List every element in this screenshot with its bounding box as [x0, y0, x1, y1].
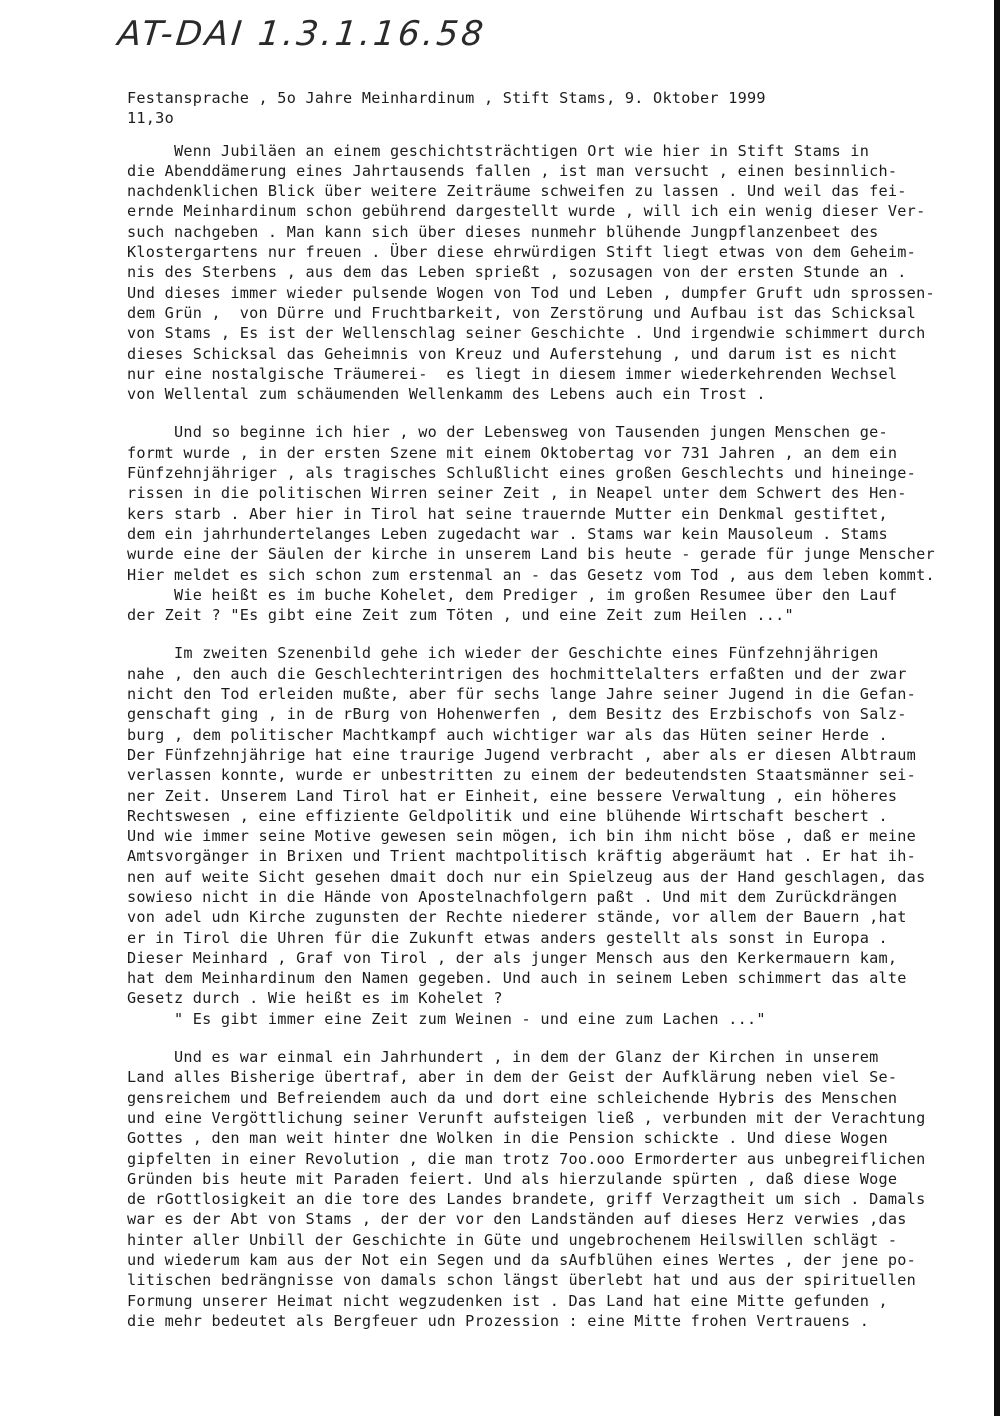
text-line: Fünfzehnjähriger , als tragisches Schlußlicht eines großen Geschlechts und hineinge-	[127, 464, 917, 483]
document-title: Festansprache , 5o Jahre Meinhardinum , Stift Stams, 9. Oktober 1999	[127, 89, 766, 107]
paragraphs	[127, 141, 979, 1332]
text-line: Gesetz durch . Wie heißt es im Kohelet ?	[127, 989, 503, 1008]
text-line: und wiederum kam aus der Not ein Segen und da sAufblühen eines Wertes , der jene po-	[127, 1251, 917, 1270]
archive-signature: AT-DAI 1.3.1.16.58	[115, 14, 489, 54]
scan-edge	[994, 0, 1000, 1416]
text-line: " Es gibt immer eine Zeit zum Weinen - und eine zum Lachen ..."	[127, 1009, 766, 1028]
text-line: Gottes , den man weit hinter dne Wolken in die Pension schickte . Und diese Wogen	[127, 1129, 888, 1148]
text-line: nicht den Tod erleiden mußte, aber für sechs lange Jahre seiner Jugend in die Gefan-	[127, 685, 917, 704]
text-line: Und wie immer seine Motive gewesen sein mögen, ich bin ihm nicht böse , daß er meine	[127, 827, 917, 846]
text-line: Gründen bis heute mit Paraden feiert. Und als hierzulande spürten , daß diese Woge	[127, 1169, 898, 1188]
text-line: nahe , den auch die Geschlechterintrigen des hochmittelalters erfaßten und der zwar	[127, 664, 907, 683]
text-line: Und es war einmal ein Jahrhundert , in dem der Glanz der Kirchen in unserem	[127, 1048, 879, 1067]
text-line: Formung unserer Heimat nicht wegzudenken ist . Das Land hat eine Mitte gefunden ,	[127, 1291, 888, 1310]
text-line: Wenn Jubiläen an einem geschichtsträchtigen Ort wie hier in Stift Stams in	[127, 141, 870, 160]
text-line: such nachgeben . Man kann sich über dieses nunmehr blühende Jungpflanzenbeet des	[127, 222, 879, 241]
text-line: hat dem Meinhardinum den Namen gegeben. Und auch in seinem Leben schimmert das alte	[127, 969, 907, 988]
text-line: die Abenddämerung eines Jahrtausends fallen , ist man versucht , einen besinnlich-	[127, 161, 898, 180]
text-line: von adel udn Kirche zugunsten der Rechte niederer stände, vor allem der Bauern ,hat	[127, 908, 907, 927]
text-line: burg , dem politischer Machtkampf auch wichtiger war als das Hüten seiner Herde .	[127, 725, 888, 744]
text-line: dieses Schicksal das Geheimnis von Kreuz und Auferstehung , und darum ist es nicht	[127, 344, 898, 363]
text-line: der Zeit ? "Es gibt eine Zeit zum Töten , und eine Zeit zum Heilen ..."	[127, 606, 794, 625]
text-line: Und dieses immer wieder pulsende Wogen von Tod und Leben , dumpfer Gruft udn sprossen-	[127, 283, 935, 302]
text-line: er in Tirol die Uhren für die Zukunft etwas anders gestellt als sonst in Europa .	[127, 928, 888, 947]
text-line: ner Zeit. Unserem Land Tirol hat er Einheit, eine bessere Verwaltung , ein höheres	[127, 786, 898, 805]
text-line: dem ein jahrhundertelanges Leben zugedacht war . Stams war kein Mausoleum . Stams	[127, 524, 888, 543]
text-line: sowieso nicht in die Hände von Apostelnachfolgern paßt . Und mit dem Zurückdrängen	[127, 887, 898, 906]
text-line: Klostergartens nur freuen . Über diese ehrwürdigen Stift liegt etwas von dem Geheim-	[127, 243, 917, 262]
text-line: kers starb . Aber hier in Tirol hat seine trauernde Mutter ein Denkmal gestiftet,	[127, 504, 888, 523]
text-line: dem Grün , von Dürre und Fruchtbarkeit, von Zerstörung und Aufbau ist das Schicksal	[127, 303, 917, 322]
text-line: die mehr bedeutet als Bergfeuer udn Prozession : eine Mitte frohen Vertrauens .	[127, 1311, 870, 1330]
text-line: rissen in die politischen Wirren seiner Zeit , in Neapel unter dem Schwert des Hen-	[127, 484, 907, 503]
text-line: formt wurde , in der ersten Szene mit einem Oktobertag vor 731 Jahren , an dem ein	[127, 443, 898, 462]
text-line: ernde Meinhardinum schon gebührend dargestellt wurde , will ich ein wenig dieser Ver-	[127, 202, 926, 221]
text-line: hinter aller Unbill der Geschichte in Güte und ungebrochenem Heilswillen schlägt -	[127, 1230, 898, 1249]
paragraph	[127, 643, 979, 1029]
text-line: nen auf weite Sicht gesehen dmait doch nur ein Spielzeug aus der Hand geschlagen, das	[127, 867, 926, 886]
document-body	[127, 88, 979, 1331]
text-line: Amtsvorgänger in Brixen und Trient machtpolitisch kräftig abgeräumt hat . Er hat ih-	[127, 847, 917, 866]
text-line: verlassen konnte, wurde er unbestritten zu einem der bedeutendsten Staatsmänner sei-	[127, 766, 917, 785]
document-time: 11,3o	[127, 109, 174, 128]
text-line: nis des Sterbens , aus dem das Leben sprießt , sozusagen von der ersten Stunde an .	[127, 263, 907, 282]
paragraph	[127, 422, 979, 625]
text-line: von Stams , Es ist der Wellenschlag seiner Geschichte . Und irgendwie schimmert durch	[127, 324, 926, 343]
text-line: gensreichem und Befreiendem auch da und dort eine schleichende Hybris des Menschen	[127, 1088, 898, 1107]
text-line: war es der Abt von Stams , der der vor den Landständen auf dieses Herz verwies ,das	[127, 1210, 907, 1229]
text-line: Hier meldet es sich schon zum erstenmal an - das Gesetz vom Tod , aus dem leben kommt.	[127, 565, 935, 584]
paragraph	[127, 1047, 979, 1331]
text-line: wurde eine der Säulen der kirche in unserem Land bis heute - gerade für junge Menscher	[127, 545, 935, 564]
text-line: genschaft ging , in de rBurg von Hohenwerfen , dem Besitz des Erzbischofs von Salz-	[127, 705, 907, 724]
text-line: Land alles Bisherige übertraf, aber in dem der Geist der Aufklärung neben viel Se-	[127, 1068, 898, 1087]
text-line: Rechtswesen , eine effiziente Geldpolitik und eine blühende Wirtschaft beschert .	[127, 806, 888, 825]
text-line: und eine Vergöttlichung seiner Verunft aufsteigen ließ , verbunden mit der Verachtung	[127, 1108, 926, 1127]
text-line: litischen bedrängnisse von damals schon längst überlebt hat und aus der spirituellen	[127, 1271, 917, 1290]
text-line: Und so beginne ich hier , wo der Lebensweg von Tausenden jungen Menschen ge-	[127, 423, 888, 442]
text-line: Dieser Meinhard , Graf von Tirol , der als junger Mensch aus den Kerkermauern kam,	[127, 948, 898, 967]
text-line: Der Fünfzehnjährige hat eine traurige Jugend verbracht , aber als er diesen Albtraum	[127, 745, 917, 764]
text-line: von Wellental zum schäumenden Wellenkamm des Lebens auch ein Trost .	[127, 385, 766, 404]
text-line: nachdenklichen Blick über weitere Zeiträume schweifen zu lassen . Und weil das fei-	[127, 182, 907, 201]
text-line: de rGottlosigkeit an die tore des Landes brandete, griff Verzagtheit um sich . Damals	[127, 1190, 926, 1209]
paragraph	[127, 141, 979, 405]
text-line: Wie heißt es im buche Kohelet, dem Prediger , im großen Resumee über den Lauf	[127, 585, 898, 604]
text-line: gipfelten in einer Revolution , die man trotz 7oo.ooo Ermorderter aus unbegreiflichen	[127, 1149, 926, 1168]
text-line: Im zweiten Szenenbild gehe ich wieder der Geschichte eines Fünfzehnjährigen	[127, 644, 879, 663]
text-line: nur eine nostalgische Träumerei- es liegt in diesem immer wiederkehrenden Wechsel	[127, 364, 898, 383]
